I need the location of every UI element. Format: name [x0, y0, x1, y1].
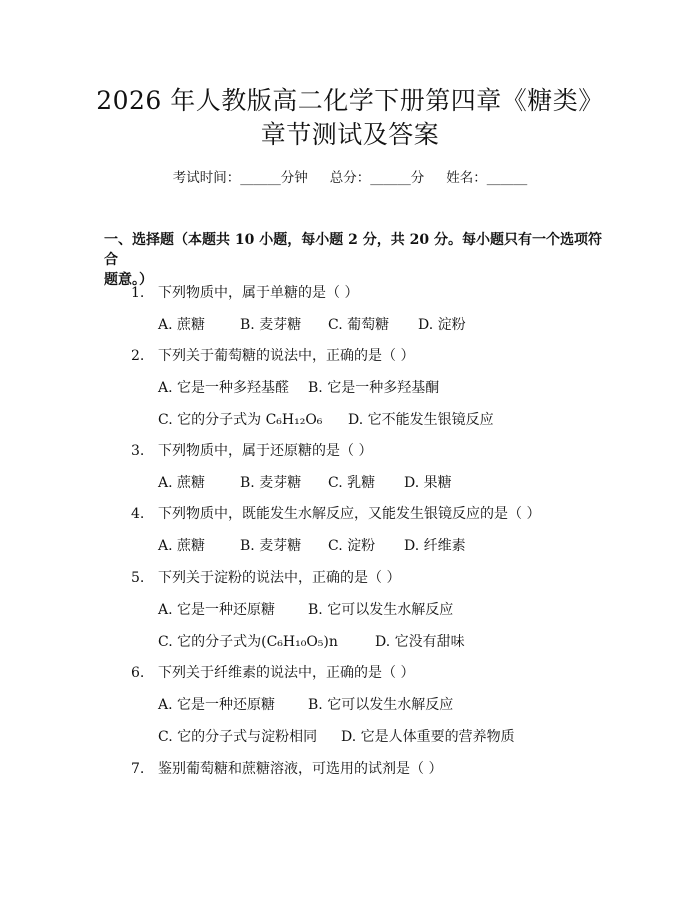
section-heading — [104, 230, 604, 290]
question-2-options-row1 — [158, 379, 439, 397]
option-a: A. 它是一种还原糖 — [158, 602, 276, 618]
question-text: 下列关于葡萄糖的说法中，正确的是（ ） — [158, 348, 415, 364]
question-7 — [131, 760, 442, 778]
question-text: 下列物质中，属于单糖的是（ ） — [158, 285, 359, 301]
question-6 — [131, 664, 414, 682]
question-5-options-row2 — [158, 633, 465, 651]
question-6-options-row2 — [158, 728, 515, 746]
question-text: 鉴别葡萄糖和蔗糖溶液，可选用的试剂是（ ） — [158, 761, 443, 777]
exam-info-line — [0, 169, 700, 187]
option-d: D. 纤维素 — [404, 538, 466, 554]
option-c: C. 它的分子式为(C₆H₁₀O₅)n — [158, 634, 338, 650]
question-number: 7. — [131, 761, 145, 777]
question-number: 4. — [131, 506, 145, 522]
option-a: A. 蔗糖 — [158, 317, 206, 333]
question-text: 下列关于淀粉的说法中，正确的是（ ） — [158, 570, 401, 586]
question-number: 1. — [131, 285, 145, 301]
question-1 — [131, 284, 358, 302]
section-heading-line1: 一、选择题（本题共 10 小题，每小题 2 分，共 20 分。每小题只有一个选项符合 — [104, 232, 602, 268]
question-6-options-row1 — [158, 696, 453, 714]
option-b: B. 麦芽糖 — [240, 475, 302, 491]
question-1-options — [158, 316, 466, 334]
option-b: B. 它可以发生水解反应 — [308, 602, 454, 618]
option-d: D. 果糖 — [404, 475, 452, 491]
document-title-line1: 2026 年人教版高二化学下册第四章《糖类》 — [96, 86, 604, 115]
student-name-field: 姓名：______ — [446, 170, 528, 186]
option-c: C. 淀粉 — [328, 538, 376, 554]
option-a: A. 它是一种多羟基醛 — [158, 380, 290, 396]
option-a: A. 它是一种还原糖 — [158, 697, 276, 713]
question-number: 2. — [131, 348, 145, 364]
question-3 — [131, 442, 372, 460]
option-b: B. 麦芽糖 — [240, 317, 302, 333]
option-c: C. 它的分子式为 C₆H₁₂O₆ — [158, 412, 323, 428]
section-heading-line2: 题意。） — [104, 272, 153, 288]
option-c: C. 它的分子式与淀粉相同 — [158, 729, 318, 745]
option-b: B. 它是一种多羟基酮 — [308, 380, 440, 396]
question-number: 3. — [131, 443, 145, 459]
question-text: 下列物质中，属于还原糖的是（ ） — [158, 443, 373, 459]
option-a: A. 蔗糖 — [158, 475, 206, 491]
option-c: C. 乳糖 — [328, 475, 376, 491]
option-b: B. 它可以发生水解反应 — [308, 697, 454, 713]
option-d: D. 它是人体重要的营养物质 — [341, 729, 515, 745]
option-d: D. 它不能发生银镜反应 — [348, 412, 494, 428]
question-text: 下列关于纤维素的说法中，正确的是（ ） — [158, 665, 415, 681]
question-5 — [131, 569, 400, 587]
option-a: A. 蔗糖 — [158, 538, 206, 554]
question-number: 6. — [131, 665, 145, 681]
total-score-field: 总分：______分 — [329, 170, 425, 186]
question-number: 5. — [131, 570, 145, 586]
question-2 — [131, 347, 414, 365]
question-4-options — [158, 537, 466, 555]
option-d: D. 它没有甜味 — [375, 634, 465, 650]
exam-time-field: 考试时间：______分钟 — [172, 170, 308, 186]
option-c: C. 葡萄糖 — [328, 317, 390, 333]
question-3-options — [158, 474, 452, 492]
option-d: D. 淀粉 — [418, 317, 466, 333]
question-2-options-row2 — [158, 411, 494, 429]
question-5-options-row1 — [158, 601, 453, 619]
question-text: 下列物质中，既能发生水解反应，又能发生银镜反应的是（ ） — [158, 506, 541, 522]
question-4 — [131, 505, 540, 523]
document-title-line2: 章节测试及答案 — [260, 120, 440, 149]
option-b: B. 麦芽糖 — [240, 538, 302, 554]
